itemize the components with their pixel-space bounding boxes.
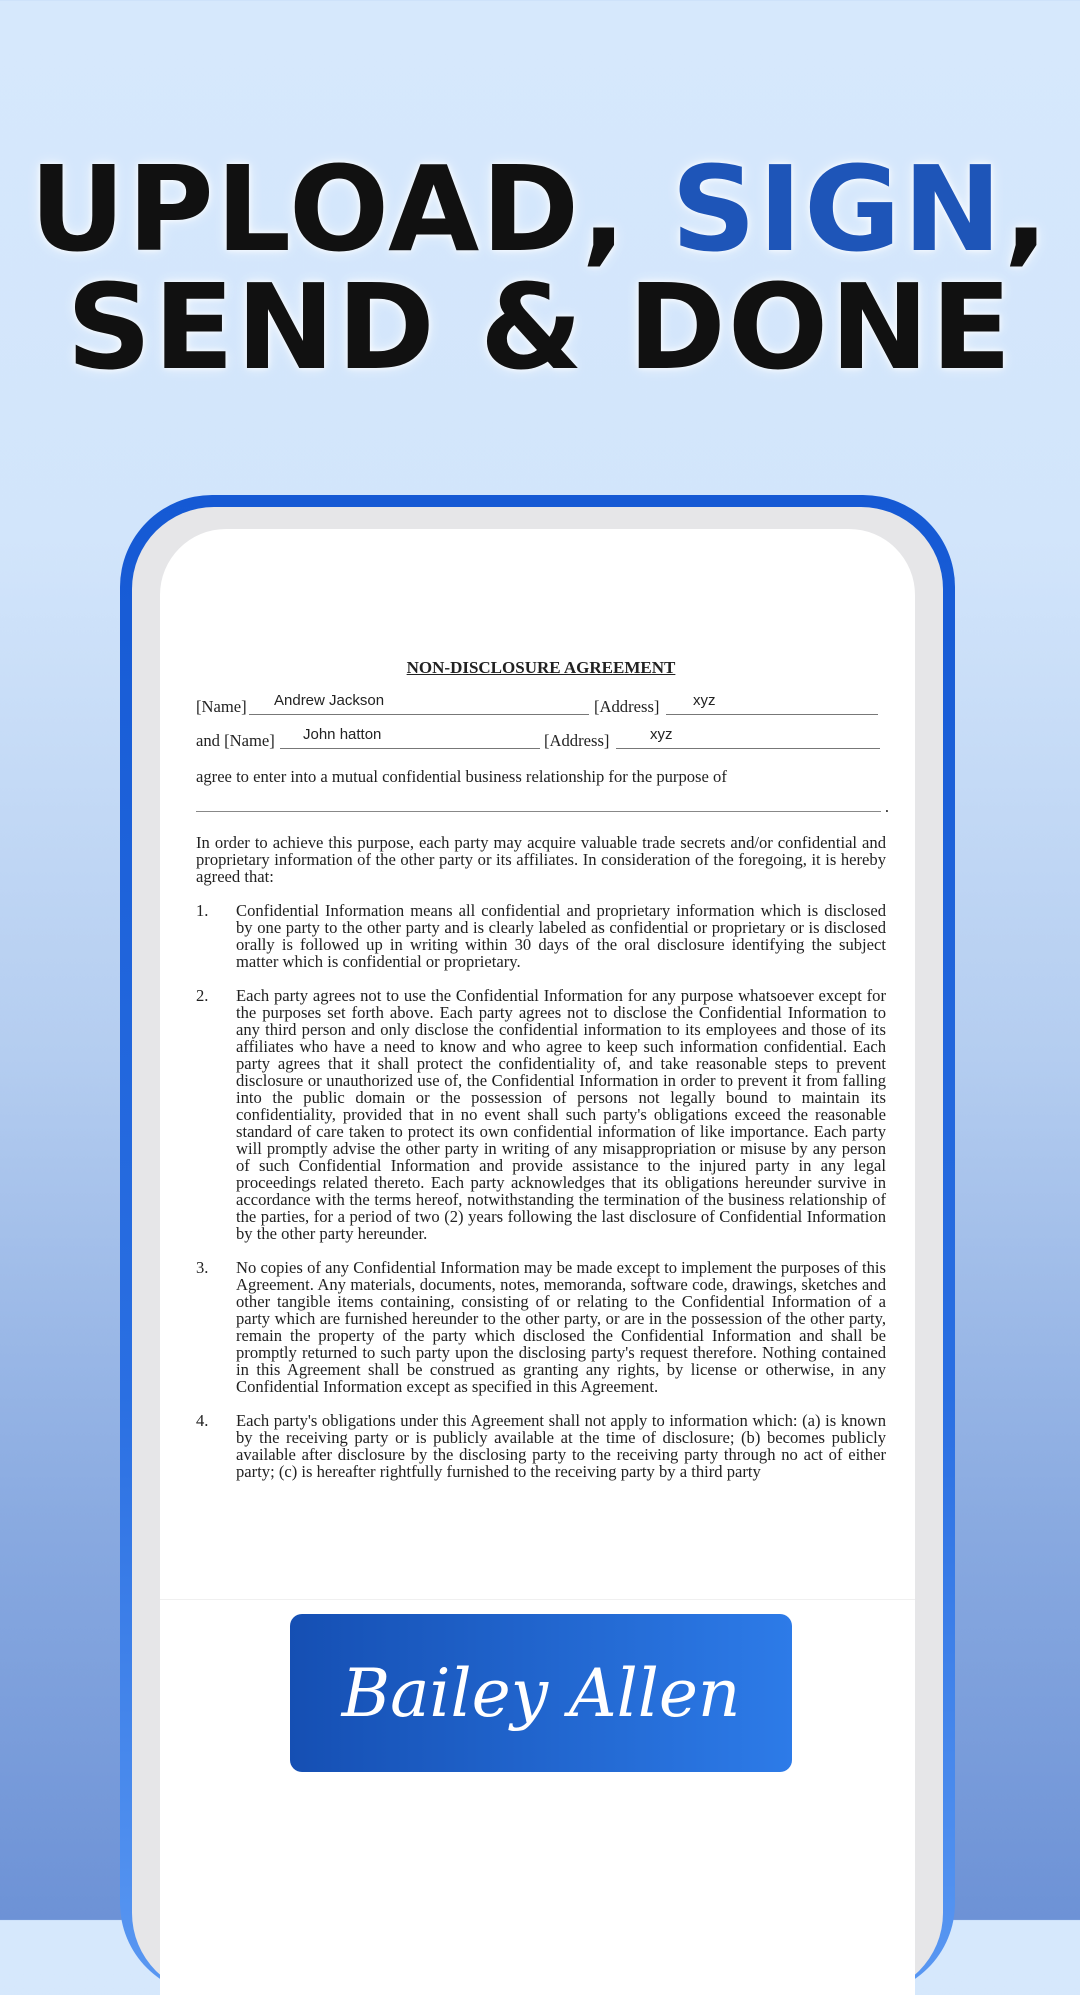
nda-document[interactable]	[196, 659, 886, 1497]
clause-number: 2.	[196, 986, 209, 1005]
party-row-2	[196, 724, 886, 758]
address-line-2	[616, 748, 880, 749]
name-field-1[interactable]: Andrew Jackson	[274, 692, 385, 709]
headline-line-1	[0, 140, 1080, 278]
clause-4	[196, 1412, 886, 1480]
name-label-2: and [Name]	[196, 731, 275, 750]
address-field-2[interactable]: xyz	[650, 726, 673, 743]
name-line-2	[280, 748, 540, 749]
headline-comma: ,	[1003, 140, 1051, 278]
clause-number: 1.	[196, 901, 209, 920]
headline-upload: UPLOAD,	[29, 140, 672, 278]
clause-3	[196, 1259, 886, 1395]
clause-2	[196, 987, 886, 1242]
purpose-text: agree to enter into a mutual confidential business relationship for the purpose of	[196, 767, 727, 786]
signature-box[interactable]	[290, 1614, 792, 1772]
address-label-1: [Address]	[594, 697, 660, 716]
intro-paragraph: In order to achieve this purpose, each party may acquire valuable trade secrets and/or confidential and proprietary information of the other party or its affiliates. In consideration of the foregoing, it is hereby agreed that:	[196, 833, 886, 886]
signature-text: Bailey Allen	[341, 1654, 741, 1732]
clause-number: 4.	[196, 1411, 209, 1430]
phone-screen[interactable]	[160, 529, 915, 1995]
phone-frame	[120, 495, 955, 1995]
party-row-1	[196, 690, 886, 724]
headline-sign: SIGN	[671, 140, 1004, 278]
name-label-1: [Name]	[196, 697, 247, 716]
address-field-1[interactable]: xyz	[693, 692, 716, 709]
clause-number: 3.	[196, 1258, 209, 1277]
purpose-blank-line[interactable]	[196, 785, 881, 812]
address-line-1	[666, 714, 878, 715]
name-line-1	[249, 714, 589, 715]
document-title: NON-DISCLOSURE AGREEMENT	[406, 658, 676, 677]
clause-text: No copies of any Confidential Information may be made except to implement the purposes of this Agreement. Any materials, documents, notes, memoranda, software code, drawings, sketches and other tangible items containing, consisting of or relating to the Confidential Information of a party which are furnished hereunder to the other party, or are in the possession of the other party, remain the property of the party which disclosed the Confidential Information and shall be promptly returned to such party upon the disclosing party's request therefore. Nothing contained in this Agreement shall be construed as granting any rights, by license or otherwise, in any Confidential Information except as specified in this Agreement.	[236, 1258, 886, 1396]
name-field-2[interactable]: John hatton	[303, 726, 382, 743]
clause-text: Confidential Information means all confidential and proprietary information which is disclosed by one party to the other party and is clearly labeled as confidential or proprietary or is disclosed orally is followed up in writing within 30 days of the oral disclosure identifying the subject matter which is confidential or proprietary.	[236, 901, 886, 971]
clause-text: Each party's obligations under this Agreement shall not apply to information which: (a) is known by the receiving party or is publicly available at the time of disclosure; (b) becomes publicly available after disclosure by the disclosing party to the receiving party through no act of either party; (c) is hereafter rightfully furnished to the receiving party by a third party	[236, 1411, 886, 1481]
clause-1	[196, 902, 886, 970]
address-label-2: [Address]	[544, 731, 610, 750]
headline-line-2: SEND & DONE	[66, 258, 1014, 396]
headline	[0, 140, 1080, 396]
document-divider	[160, 1599, 915, 1600]
clause-text: Each party agrees not to use the Confidential Information for any purpose whatsoever except for the purposes set forth above. Each party agrees not to disclose the Confidential Information to any third person and only disclose the confidential information to its employees and those of its affiliates who have a need to know and who agree to keep such information confidential. Each party agrees that it shall protect the confidentiality of, and take reasonable steps to prevent disclosure or unauthorized use of, the Confidential Information in order to prevent it from falling into the public domain or the possession of persons not legally bound to maintain its confidentiality, provided that in no event shall such party's obligations exceed the reasonable standard of care taken to protect its own confidential information of like importance. Each party will promptly advise the other party in writing of any misappropriation or misuse by any person of such Confidential Information and provide assistance to the injured party in any legal proceedings related thereto. Each party acknowledges that its obligations hereunder survive in accordance with the terms hereof, notwithstanding the termination of the business relationship of the parties, for a period of two (2) years following the last disclosure of Confidential Information by the other party hereunder.	[236, 986, 886, 1243]
phone-bezel	[132, 507, 943, 1995]
